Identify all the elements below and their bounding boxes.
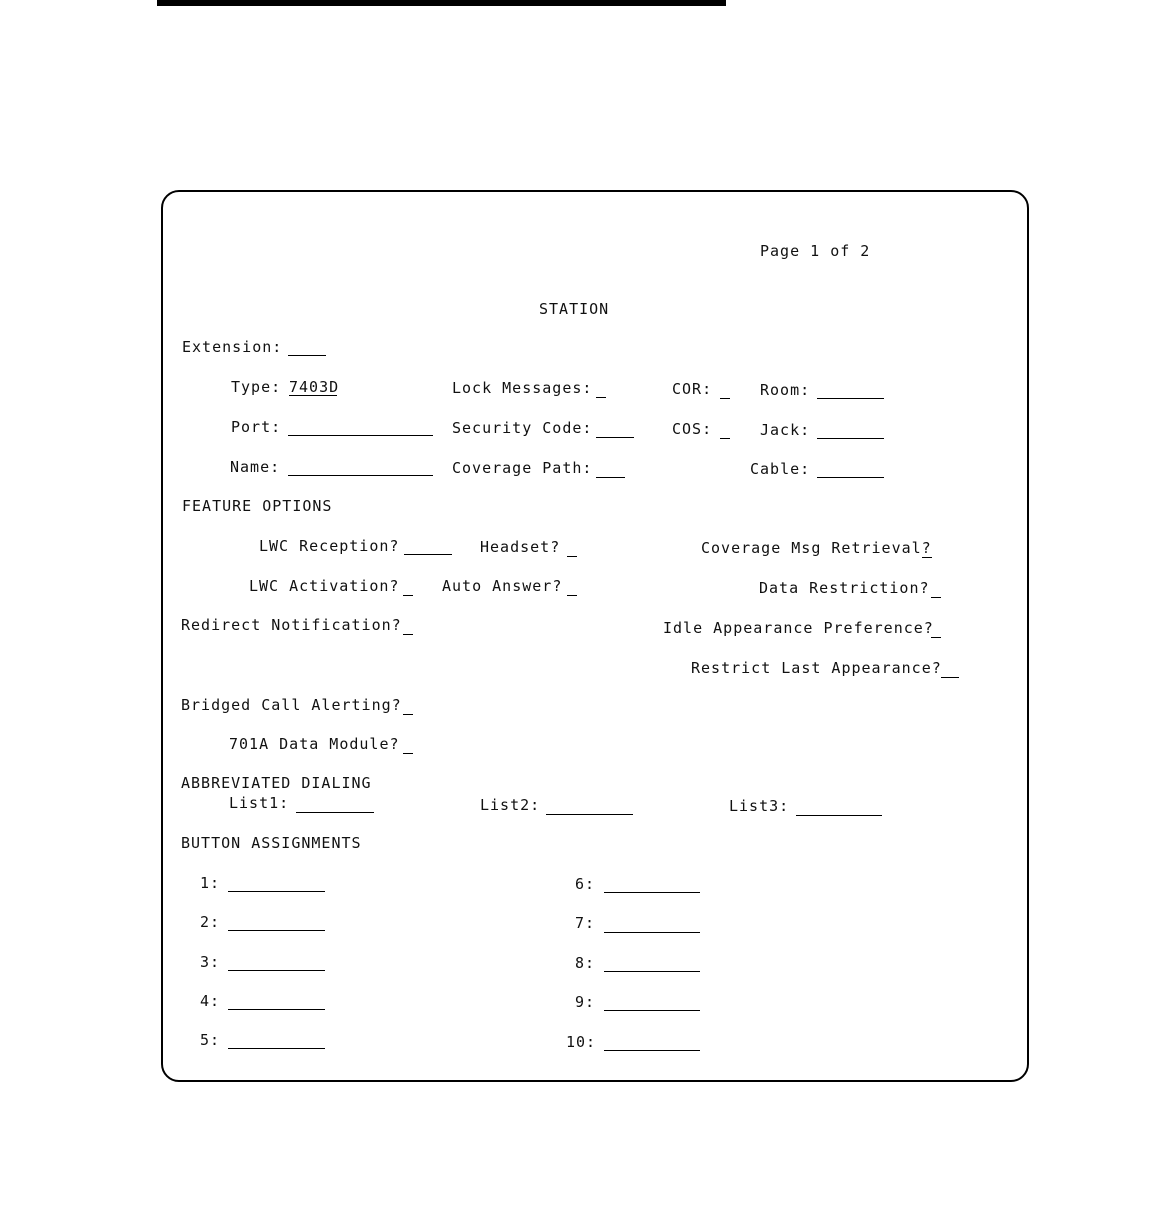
button-6-field[interactable] (604, 875, 700, 893)
button-8-label: 8: (575, 954, 596, 972)
security-code-field[interactable] (596, 420, 634, 438)
lwc-reception-field[interactable] (404, 537, 452, 555)
auto-answer-label: Auto Answer? (442, 577, 563, 595)
type-field[interactable]: 7403D (289, 378, 340, 396)
headset-label: Headset? (480, 538, 561, 556)
list3-label: List3: (729, 797, 790, 815)
security-code-label: Security Code: (452, 419, 593, 437)
restrict-last-appearance-field[interactable] (941, 660, 959, 678)
list2-field[interactable] (546, 797, 633, 815)
top-rule (157, 0, 726, 6)
button-10-field[interactable] (604, 1033, 700, 1051)
button-2-label: 2: (200, 913, 221, 931)
jack-label: Jack: (760, 421, 811, 439)
button-2-field[interactable] (228, 913, 325, 931)
type-label: Type: (231, 378, 282, 396)
cor-field[interactable] (720, 381, 730, 399)
lwc-activation-field[interactable] (403, 578, 413, 596)
bridged-call-alerting-label: Bridged Call Alerting? (181, 696, 402, 714)
idle-appearance-preference-label: Idle Appearance Preference? (663, 619, 934, 637)
form-title: STATION (539, 300, 610, 318)
data-module-701a-label: 701A Data Module? (229, 735, 400, 753)
button-3-label: 3: (200, 953, 221, 971)
button-9-field[interactable] (604, 993, 700, 1011)
button-5-label: 5: (200, 1031, 221, 1049)
room-field[interactable] (817, 381, 884, 399)
feature-options-heading: FEATURE OPTIONS (182, 497, 333, 515)
button-1-label: 1: (200, 874, 221, 892)
button-assignments-heading: BUTTON ASSIGNMENTS (181, 834, 362, 852)
button-3-field[interactable] (228, 953, 325, 971)
button-6-label: 6: (575, 875, 596, 893)
redirect-notification-field[interactable] (403, 617, 413, 635)
lock-messages-field[interactable] (596, 380, 606, 398)
restrict-last-appearance-label: Restrict Last Appearance? (691, 659, 942, 677)
list1-label: List1: (229, 794, 290, 812)
lock-messages-label: Lock Messages: (452, 379, 593, 397)
cos-label: COS: (672, 420, 713, 438)
button-7-label: 7: (575, 914, 596, 932)
lwc-reception-label: LWC Reception? (259, 537, 400, 555)
idle-appearance-preference-field[interactable] (931, 620, 941, 638)
jack-field[interactable] (817, 421, 884, 439)
data-restriction-field[interactable] (931, 580, 941, 598)
name-label: Name: (230, 458, 281, 476)
cos-field[interactable] (720, 421, 730, 439)
coverage-msg-retrieval-field[interactable] (922, 540, 932, 558)
cable-label: Cable: (750, 460, 811, 478)
button-7-field[interactable] (604, 915, 700, 933)
button-8-field[interactable] (604, 954, 700, 972)
extension-field[interactable] (288, 338, 326, 356)
coverage-path-field[interactable] (596, 460, 625, 478)
bridged-call-alerting-field[interactable] (403, 697, 413, 715)
room-label: Room: (760, 381, 811, 399)
coverage-path-label: Coverage Path: (452, 459, 593, 477)
port-field[interactable] (288, 418, 433, 436)
button-1-field[interactable] (228, 874, 325, 892)
headset-field[interactable] (567, 539, 577, 557)
button-10-label: 10: (566, 1033, 597, 1051)
lwc-activation-label: LWC Activation? (249, 577, 400, 595)
extension-label: Extension: (182, 338, 283, 356)
name-field[interactable] (288, 458, 433, 476)
cor-label: COR: (672, 380, 713, 398)
button-4-label: 4: (200, 992, 221, 1010)
coverage-msg-retrieval-label: Coverage Msg Retrieval? (701, 539, 932, 557)
data-restriction-label: Data Restriction? (759, 579, 930, 597)
list1-field[interactable] (296, 795, 374, 813)
abbreviated-dialing-heading: ABBREVIATED DIALING (181, 774, 372, 792)
button-4-field[interactable] (228, 992, 325, 1010)
button-9-label: 9: (575, 993, 596, 1011)
cable-field[interactable] (817, 460, 884, 478)
auto-answer-field[interactable] (567, 578, 577, 596)
button-5-field[interactable] (228, 1031, 325, 1049)
page-indicator: Page 1 of 2 (760, 242, 871, 260)
list2-label: List2: (480, 796, 541, 814)
data-module-701a-field[interactable] (403, 736, 413, 754)
port-label: Port: (231, 418, 282, 436)
redirect-notification-label: Redirect Notification? (181, 616, 402, 634)
list3-field[interactable] (796, 798, 882, 816)
